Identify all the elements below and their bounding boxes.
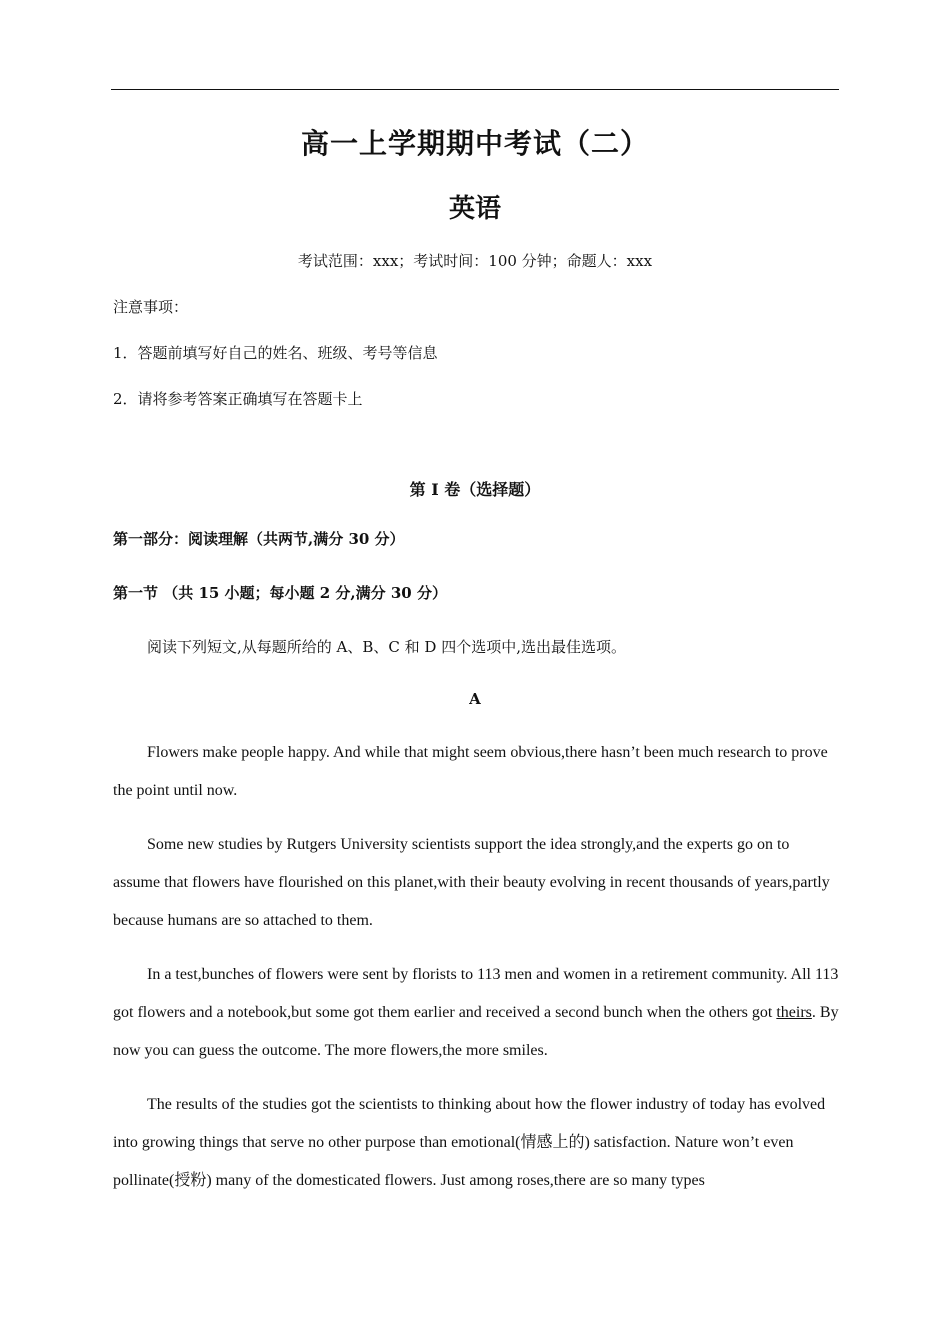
volume-title: 第 I 卷（选择题） [409,480,541,499]
paragraph-3-text-before: In a test,bunches of flowers were sent by florists to 113 men and women in a retirement community. All 113 got flowers and a notebook,but some got them earlier and received a second bunch when the others got [113,966,839,1021]
section-title: 第一节 （共 15 小题；每小题 2 分,满分 30 分） [113,584,447,602]
notes-heading: 注意事项： [113,298,189,316]
paragraph-3-text-after: . By now you can guess the outcome. The more flowers,the more smiles. [113,1004,839,1059]
passage-paragraph-1: Flowers make people happy. And while that might seem obvious,there hasn’t been much research to prove the point until now. [113,744,828,799]
exam-title: 高一上学期期中考试（二） [300,127,649,160]
passage-paragraph-4: The results of the studies got the scientists to thinking about how the flower industry of today has evolved into growing things that serve no other purpose than emotional(情感上的) satisfaction. Nature won’t even pollinate(授粉) many of the domesticated flowers. Just among roses,there are so many types [113,1096,826,1189]
notes-item-1: 1．答题前填写好自己的姓名、班级、考号等信息 [113,344,438,362]
underlined-word: theirs [776,1004,812,1021]
passage-letter: A [469,690,481,708]
passage-paragraph-2: Some new studies by Rutgers University scientists support the idea strongly,and the experts go on to assume that flowers have flourished on this planet,with their beauty evolving in recent thousands of years,partly because humans are so attached to them. [113,836,830,929]
exam-info: 考试范围：xxx；考试时间：100 分钟；命题人：xxx [297,252,653,270]
header-rule [111,89,839,90]
part-title: 第一部分：阅读理解（共两节,满分 30 分） [113,530,405,548]
passage-paragraph-3 [113,956,839,1070]
instruction-text: 阅读下列短文,从每题所给的 A、B、C 和 D 四个选项中,选出最佳选项。 [147,638,626,656]
subject-title: 英语 [448,194,501,224]
notes-item-2: 2．请将参考答案正确填写在答题卡上 [113,390,363,408]
